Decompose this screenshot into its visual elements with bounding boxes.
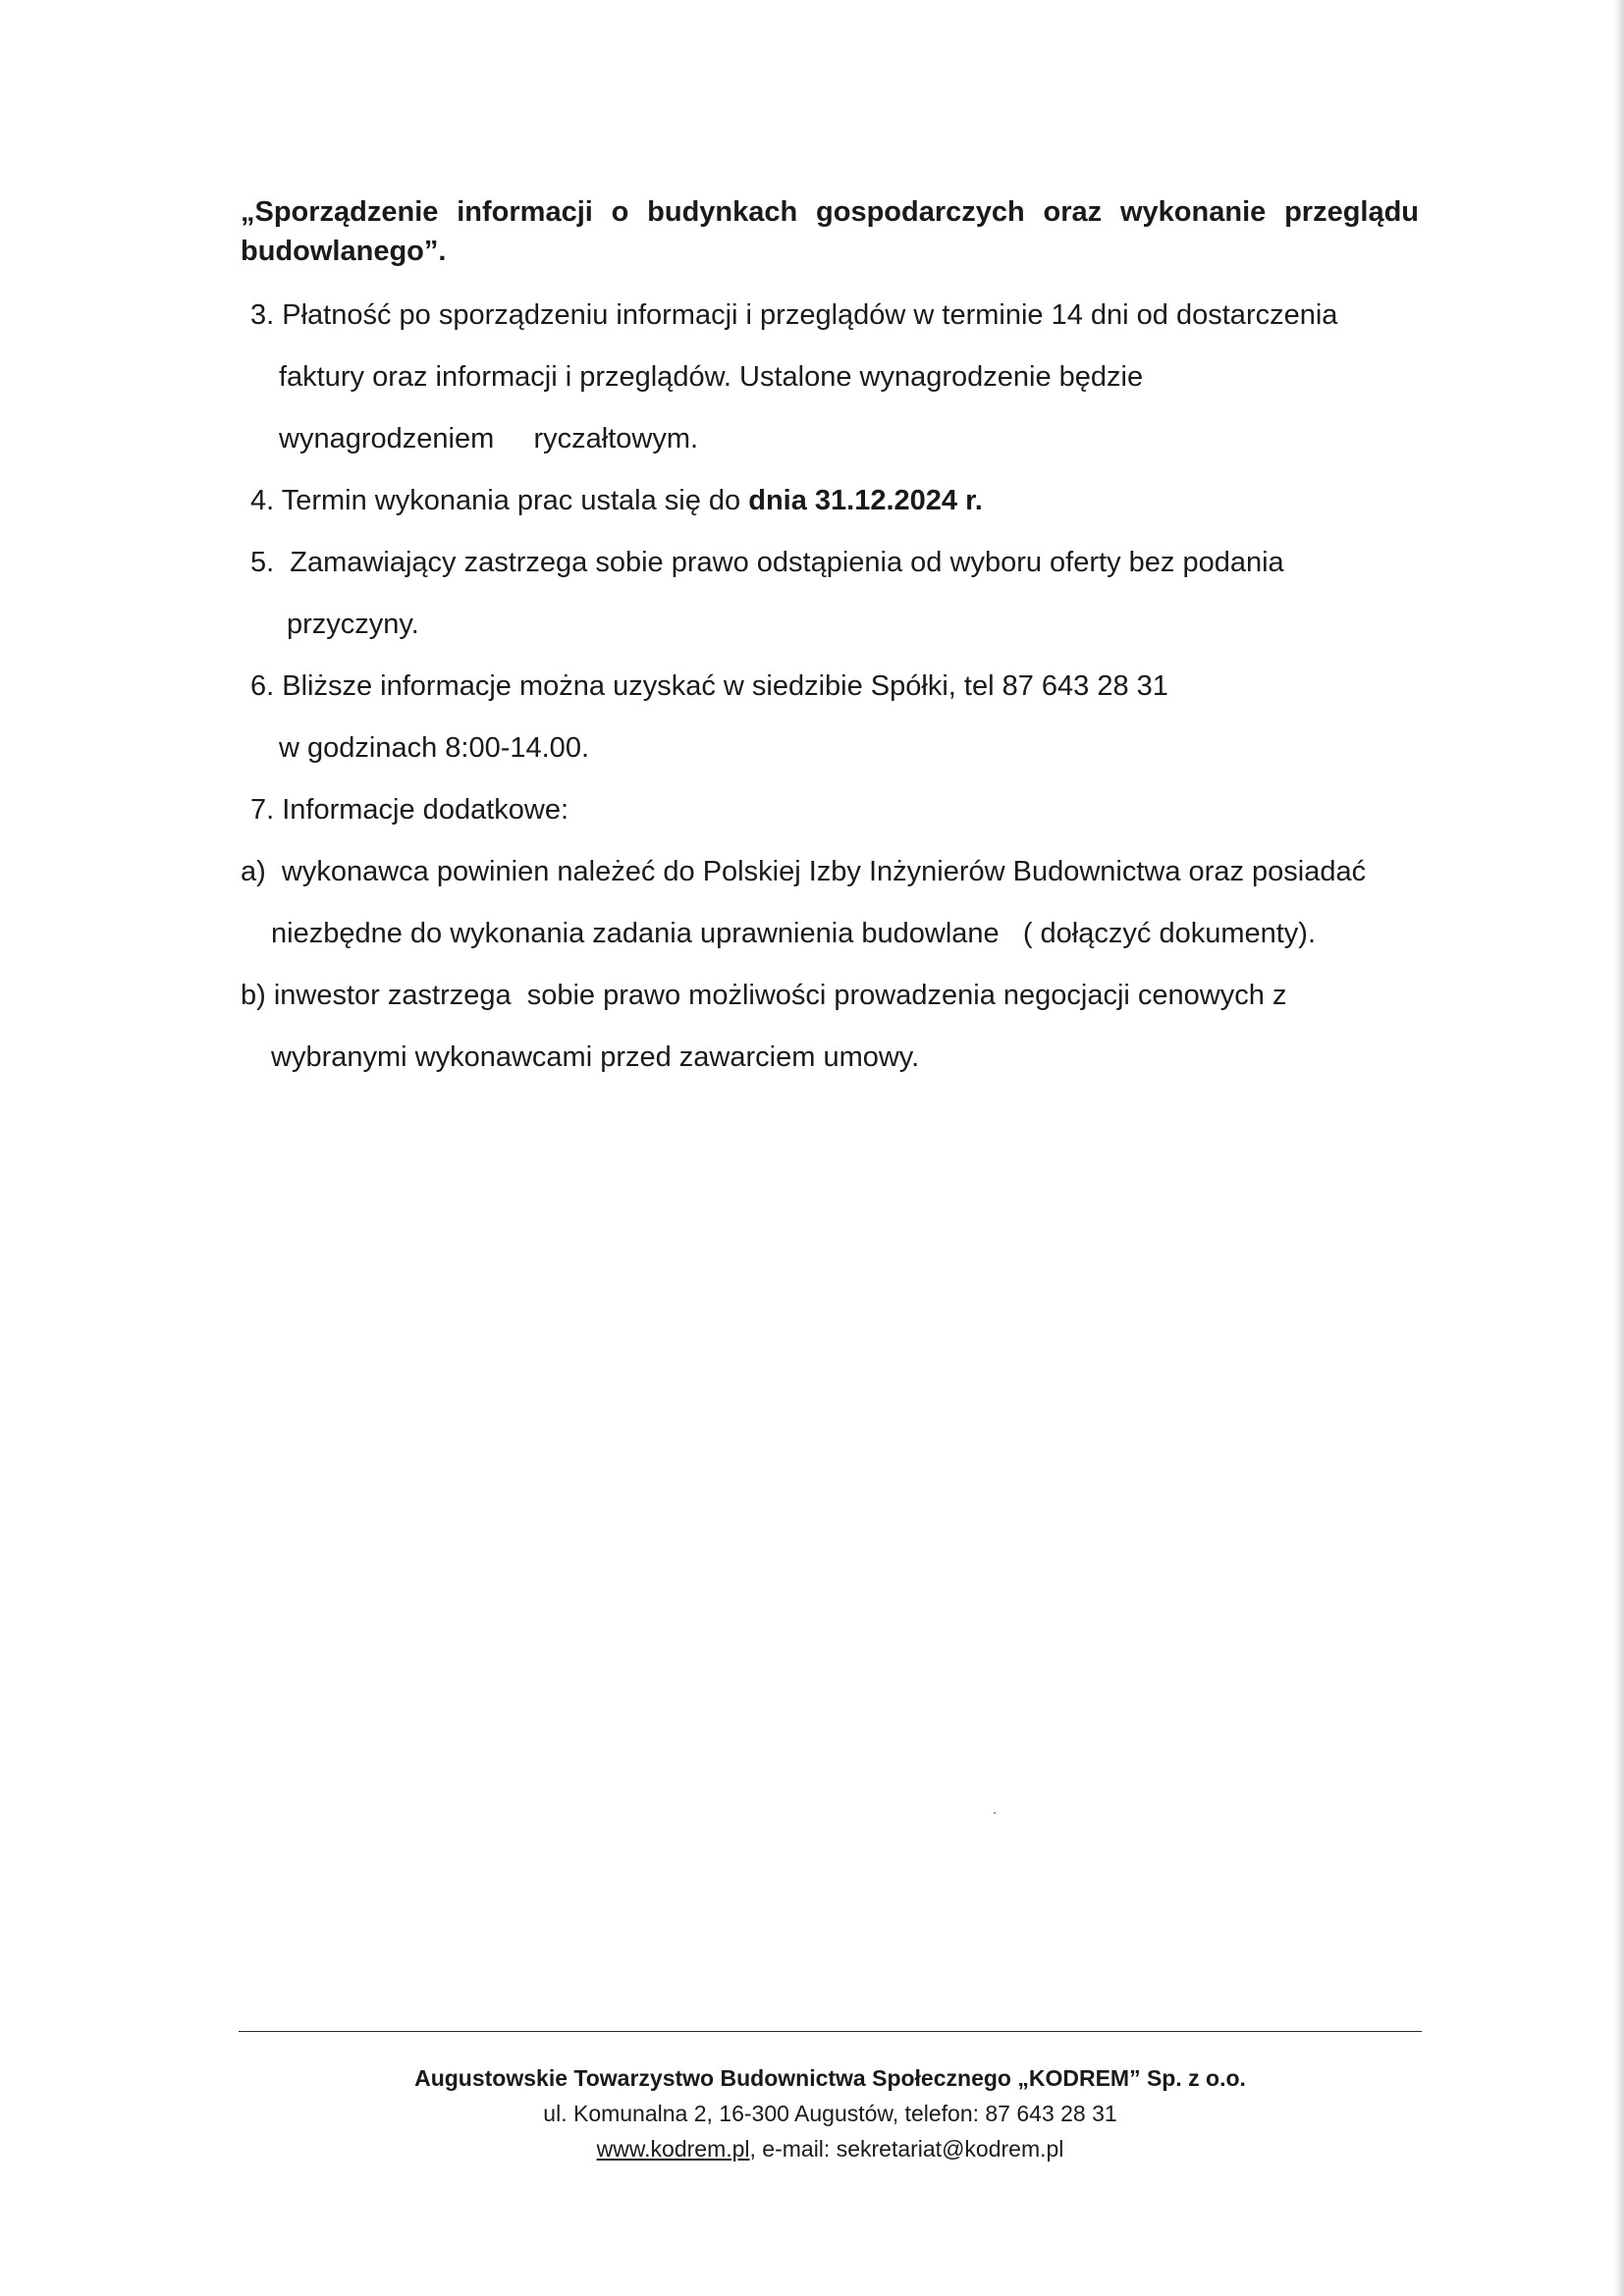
footer-company-name: Augustowskie Towarzystwo Budownictwa Społecznego „KODREM” Sp. z o.o. [414, 2065, 1246, 2091]
point-6-line-2: w godzinach 8:00-14.00. [279, 732, 589, 764]
point-4-line [250, 483, 983, 518]
title-word: gospodarczych [816, 196, 1025, 228]
title-word: budynkach [647, 196, 798, 228]
scan-speck [994, 1812, 996, 1814]
title-word: informacji [457, 196, 593, 228]
document-title-line-2: budowlanego”. [241, 236, 447, 267]
point-b-line-2: wybranymi wykonawcami przed zawarciem umowy. [271, 1041, 920, 1073]
document-title-line-1 [241, 194, 1419, 230]
footer-email: , e-mail: sekretariat@kodrem.pl [749, 2136, 1064, 2162]
footer-divider [239, 2031, 1422, 2032]
title-word: „Sporządzenie [241, 196, 439, 228]
footer-address: ul. Komunalna 2, 16-300 Augustów, telefon: 87 643 28 31 [543, 2101, 1117, 2126]
scan-edge-shadow [1614, 0, 1624, 2296]
point-a-line-1: a) wykonawca powinien należeć do Polskiej Izby Inżynierów Budownictwa oraz posiadać [241, 856, 1367, 887]
website-link[interactable]: www.kodrem.pl [596, 2136, 750, 2162]
title-word: wykonanie [1119, 196, 1267, 228]
footer-contact [239, 2134, 1422, 2163]
deadline-date: dnia 31.12.2024 r. [748, 485, 983, 516]
point-6-line-1: 6. Bliższe informacje można uzyskać w siedzibie Spółki, tel 87 643 28 31 [250, 670, 1168, 702]
point-a-line-2: niezbędne do wykonania zadania uprawnienia budowlane ( dołączyć dokumenty). [271, 918, 1317, 949]
point-7-line: 7. Informacje dodatkowe: [250, 794, 569, 826]
point-b-line-1: b) inwestor zastrzega sobie prawo możliwości prowadzenia negocjacji cenowych z [241, 980, 1287, 1011]
point-5-line-2: przyczyny. [287, 609, 419, 640]
title-word: o [611, 196, 629, 228]
title-word: oraz [1043, 196, 1103, 228]
point-3-line-2: faktury oraz informacji i przeglądów. Ustalone wynagrodzenie będzie [279, 361, 1144, 393]
point-5-line-1: 5. Zamawiający zastrzega sobie prawo odstąpienia od wyboru oferty bez podania [250, 547, 1284, 578]
point-3-line-1: 3. Płatność po sporządzeniu informacji i przeglądów w terminie 14 dni od dostarczenia [250, 299, 1338, 331]
point-4-text: 4. Termin wykonania prac ustala się do [250, 485, 749, 516]
title-word: przeglądu [1284, 196, 1420, 228]
point-3-line-3: wynagrodzeniem ryczałtowym. [279, 423, 699, 454]
